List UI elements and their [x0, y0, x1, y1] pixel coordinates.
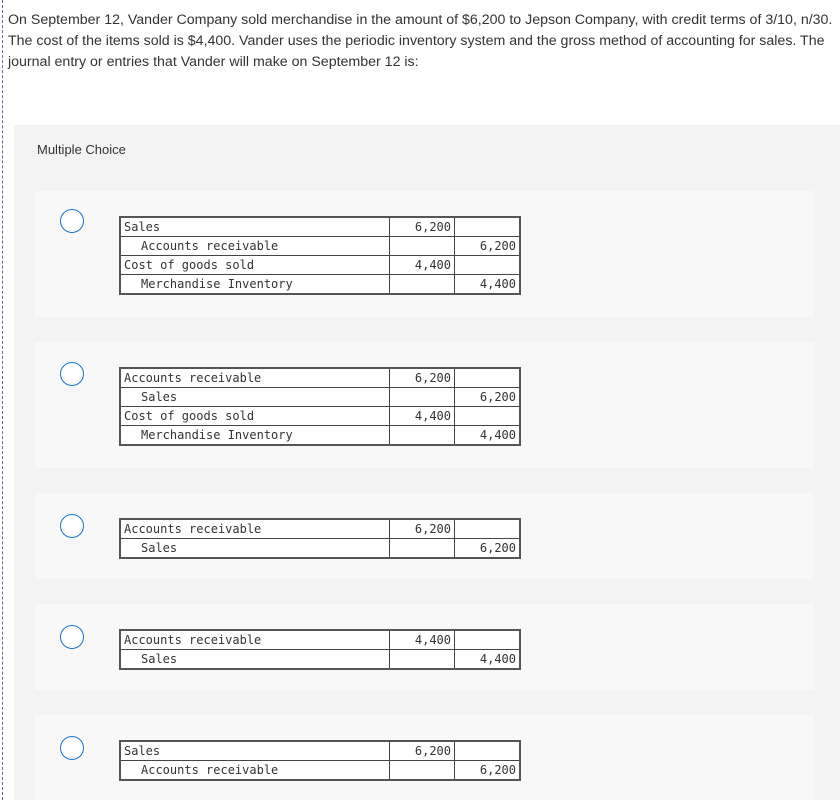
answer-option-3[interactable]: [35, 493, 814, 579]
credit-cell: 6,200: [455, 388, 521, 407]
account-cell: Sales: [120, 217, 390, 237]
radio-button-5[interactable]: [60, 736, 84, 760]
account-cell: Sales: [120, 539, 390, 559]
journal-entry-table-1: [119, 216, 521, 295]
table-row: [120, 519, 520, 539]
debit-cell: 4,400: [390, 407, 455, 426]
debit-cell: 6,200: [390, 368, 455, 388]
account-cell: Cost of goods sold: [120, 256, 390, 275]
table-row: [120, 217, 520, 237]
debit-cell: [390, 237, 455, 256]
answer-option-2[interactable]: [35, 342, 814, 468]
radio-button-1[interactable]: [60, 209, 84, 233]
credit-cell: [455, 256, 521, 275]
credit-cell: [455, 519, 521, 539]
debit-cell: [390, 275, 455, 295]
table-row: [120, 256, 520, 275]
credit-cell: [455, 630, 521, 650]
radio-button-3[interactable]: [60, 514, 84, 538]
account-cell: Sales: [120, 741, 390, 761]
left-dashed-border: [2, 0, 3, 800]
credit-cell: 4,400: [455, 650, 521, 670]
account-cell: Accounts receivable: [120, 519, 390, 539]
journal-entry-table-5: [119, 740, 521, 781]
journal-entry-table-2: [119, 367, 521, 446]
debit-cell: [390, 388, 455, 407]
table-row: [120, 741, 520, 761]
table-row: [120, 426, 520, 446]
table-row: [120, 237, 520, 256]
answer-option-1[interactable]: [35, 191, 814, 317]
account-cell: Merchandise Inventory: [120, 275, 390, 295]
debit-cell: [390, 650, 455, 670]
table-row: [120, 407, 520, 426]
journal-entry-table-3: [119, 518, 521, 559]
account-cell: Accounts receivable: [120, 761, 390, 781]
question-text: On September 12, Vander Company sold merchandise in the amount of $6,200 to Jepson Company, with credit terms of 3/10, n/30. The cost of the items sold is $4,400. Vander uses the periodic inventory system and the gross method of accounting for sales. The journal entry or entries that Vander will make on September 12 is:: [8, 12, 833, 70]
credit-cell: [455, 368, 521, 388]
debit-cell: 4,400: [390, 256, 455, 275]
table-row: [120, 368, 520, 388]
credit-cell: [455, 741, 521, 761]
debit-cell: 6,200: [390, 741, 455, 761]
table-row: [120, 630, 520, 650]
answer-option-4[interactable]: [35, 604, 814, 690]
account-cell: Sales: [120, 650, 390, 670]
table-row: [120, 761, 520, 781]
debit-cell: [390, 761, 455, 781]
debit-cell: [390, 426, 455, 446]
debit-cell: 6,200: [390, 217, 455, 237]
credit-cell: 6,200: [455, 237, 521, 256]
account-cell: Merchandise Inventory: [120, 426, 390, 446]
debit-cell: 4,400: [390, 630, 455, 650]
radio-button-4[interactable]: [60, 625, 84, 649]
credit-cell: [455, 407, 521, 426]
table-row: [120, 539, 520, 559]
table-row: [120, 275, 520, 295]
account-cell: Accounts receivable: [120, 368, 390, 388]
multiple-choice-label: Multiple Choice: [37, 142, 126, 157]
radio-button-2[interactable]: [60, 362, 84, 386]
journal-entry-table-4: [119, 629, 521, 670]
account-cell: Accounts receivable: [120, 237, 390, 256]
account-cell: Cost of goods sold: [120, 407, 390, 426]
account-cell: Sales: [120, 388, 390, 407]
table-row: [120, 388, 520, 407]
debit-cell: [390, 539, 455, 559]
debit-cell: 6,200: [390, 519, 455, 539]
credit-cell: 6,200: [455, 539, 521, 559]
account-cell: Accounts receivable: [120, 630, 390, 650]
credit-cell: [455, 217, 521, 237]
credit-cell: 6,200: [455, 761, 521, 781]
answer-option-5[interactable]: [35, 715, 814, 800]
credit-cell: 4,400: [455, 275, 521, 295]
credit-cell: 4,400: [455, 426, 521, 446]
table-row: [120, 650, 520, 670]
